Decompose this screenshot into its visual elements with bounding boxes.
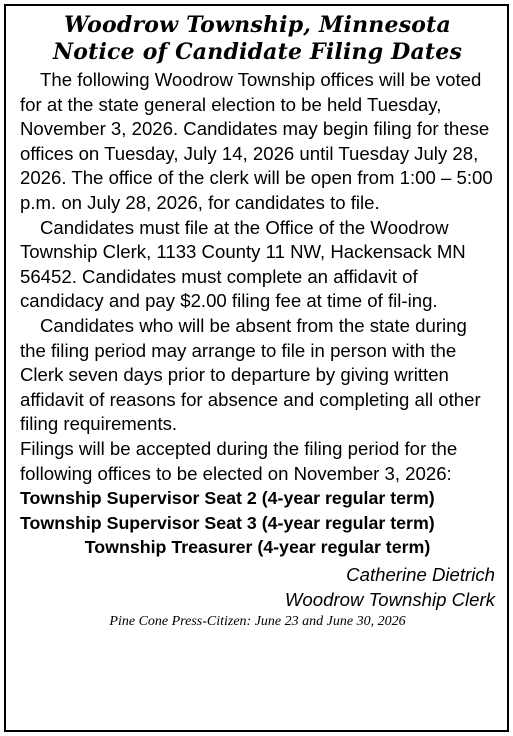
notice-title-line-1: Woodrow Township, Minnesota xyxy=(64,12,451,38)
office-item: Township Supervisor Seat 3 (4-year regular term) xyxy=(20,512,435,533)
office-item: Township Treasurer (4-year regular term) xyxy=(84,537,431,558)
offices-list xyxy=(20,486,495,560)
paragraph-filing-location: Candidates must file at the Office of the Woodrow Township Clerk, 1133 County 11 NW, Hackensack MN 56452. Candidates must complete an affidavit of candidacy and pay $2.00 filing fee at time of fil-ing. xyxy=(20,216,466,312)
paragraph-offices-intro: Filings will be accepted during the filing period for the following offices to be elected on November 3, 2026: xyxy=(20,437,458,484)
clerk-title: Woodrow Township Clerk xyxy=(284,588,495,610)
clerk-signature xyxy=(20,562,495,612)
paragraph-absent-candidates: Candidates who will be absent from the state during the filing period may arrange to file in person with the Clerk seven days prior to departure by giving written affidavit of reasons for absence and completing all other filing requirements. xyxy=(20,314,481,435)
paragraph-election-dates: The following Woodrow Township offices will be voted for at the state general election to be held Tuesday, November 3, 2026. Candidates may begin filing for these offices on Tuesday, July 14, 2026 until Tuesday July 28, 2026. The office of the clerk will be open from 1:00 – 5:00 p.m. on July 28, 2026, for candidates to file. xyxy=(20,69,493,213)
publication-info: Pine Cone Press-Citizen: June 23 and June 30, 2026 xyxy=(109,613,406,629)
notice-body xyxy=(20,68,495,486)
office-item: Township Supervisor Seat 2 (4-year regular term) xyxy=(20,488,435,509)
legal-notice xyxy=(4,4,509,732)
clerk-name: Catherine Dietrich xyxy=(346,563,495,585)
notice-title-line-2: Notice of Candidate Filing Dates xyxy=(52,39,463,65)
